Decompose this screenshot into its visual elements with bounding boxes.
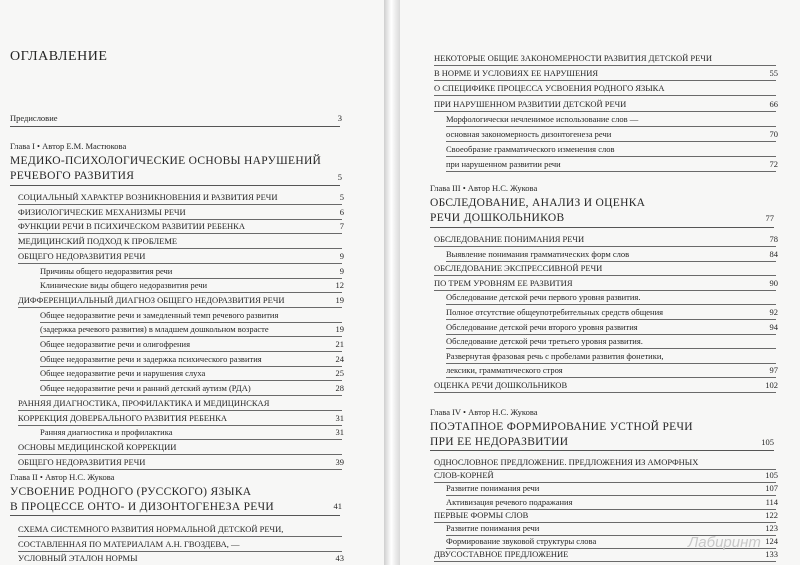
toc-entry-page: 19 <box>335 324 344 335</box>
chapter-3-title-line1: ОБСЛЕДОВАНИЕ, АНАЛИЗ И ОЦЕНКА <box>430 197 646 209</box>
chapter-4-title-line2: ПРИ ЕЕ НЕДОРАЗВИТИИ <box>430 436 569 448</box>
toc-entry-text: Активизация речевого подражания <box>446 496 573 507</box>
toc-entry-underline <box>40 351 342 352</box>
toc-entry-text: Формирование звуковой структуры слова <box>446 536 597 547</box>
toc-entry-text: Выявление понимания грамматических форм слов <box>446 248 630 259</box>
toc-entry-page: 43 <box>335 553 344 563</box>
toc-entry-text: ДИФФЕРЕНЦИАЛЬНЫЙ ДИАГНОЗ ОБЩЕГО НЕДОРАЗВИТИЯ РЕЧИ <box>18 294 285 305</box>
toc-entry-page: 102 <box>765 380 778 390</box>
toc-entry-page: 105 <box>765 470 778 481</box>
toc-entry-page: 124 <box>765 536 778 547</box>
toc-entry-page: 84 <box>769 248 778 259</box>
chapter-2-title-line1: УСВОЕНИЕ РОДНОГО (РУССКОГО) ЯЗЫКА <box>10 486 252 498</box>
chapter-2-title-page: 41 <box>333 501 342 511</box>
toc-entry-page: 31 <box>335 427 344 438</box>
toc-entry-text: ФИЗИОЛОГИЧЕСКИЕ МЕХАНИЗМЫ РЕЧИ <box>18 206 186 217</box>
toc-entry-page: 19 <box>335 294 344 305</box>
toc-entry-text: Развитие понимания речи <box>446 483 540 494</box>
toc-entry-page: 9 <box>339 265 344 276</box>
toc-entry-text: Обследование детской речи третьего уровня развития. <box>446 336 643 347</box>
toc-entry-text: Общее недоразвитие речи и нарушения слуха <box>40 368 206 379</box>
toc-entry-underline <box>18 219 342 220</box>
toc-entry-text: ОДНОСЛОВНОЕ ПРЕДЛОЖЕНИЕ. ПРЕДЛОЖЕНИЯ ИЗ АМОРФНЫХ <box>434 457 699 467</box>
toc-entry-underline <box>434 290 776 291</box>
chapter-2-title-line2: В ПРОЦЕССЕ ОНТО- И ДИЗОНТОГЕНЕЗА РЕЧИ <box>10 501 275 513</box>
toc-entry-underline <box>434 246 776 247</box>
toc-entry-page: 5 <box>339 192 344 202</box>
toc-entry-text: Ранняя диагностика и профилактика <box>40 427 173 438</box>
toc-entry-underline <box>434 561 776 562</box>
preface-entry: Предисловие <box>10 113 58 123</box>
toc-entry-underline <box>446 334 776 335</box>
toc-entry-underline <box>446 319 776 320</box>
toc-entry-text: Клинические виды общего недоразвития речи <box>40 280 208 291</box>
toc-entry-text: В НОРМЕ И УСЛОВИЯХ ЕЕ НАРУШЕНИЯ <box>434 68 599 79</box>
toc-entry-text: Морфологически нечленимое использование слов — <box>446 113 639 124</box>
toc-entry-text: ОСНОВЫ МЕДИЦИНСКОЙ КОРРЕКЦИИ <box>18 441 177 452</box>
toc-entry-text: (задержка речевого развития) в младшем дошкольном возрасте <box>40 324 269 335</box>
toc-entry-page: 12 <box>335 280 344 291</box>
watermark-logo: Лабиринт <box>688 534 761 551</box>
toc-entry-text: СЛОВ-КОРНЕЙ <box>434 470 494 481</box>
toc-entry-underline <box>446 363 776 364</box>
toc-entry-text: Общее недоразвитие речи и олигофрения <box>40 339 190 349</box>
toc-entry-text: при нарушенном развитии речи <box>446 159 561 170</box>
chapter-4-rule <box>430 450 774 451</box>
toc-entry-page: 25 <box>335 368 344 379</box>
toc-entry-text: Причины общего недоразвития речи <box>40 265 173 276</box>
toc-entry-page: 66 <box>769 98 778 109</box>
toc-entry-underline <box>446 377 776 378</box>
toc-entry-text: Развитие понимания речи <box>446 523 540 533</box>
toc-entry-text: ОБЩЕГО НЕДОРАЗВИТИЯ РЕЧИ <box>18 456 146 467</box>
toc-entry-text: ДВУСОСТАВНОЕ ПРЕДЛОЖЕНИЕ <box>434 549 569 560</box>
toc-entry-underline <box>18 410 342 411</box>
chapter-3-rule <box>430 227 774 228</box>
toc-entry-underline <box>18 469 342 470</box>
chapter-4-title-line1: ПОЭТАПНОЕ ФОРМИРОВАНИЕ УСТНОЙ РЕЧИ <box>430 421 693 433</box>
preface-rule <box>10 126 340 127</box>
toc-entry-underline <box>18 204 342 205</box>
toc-entry-text: лексики, грамматического строя <box>446 365 563 376</box>
toc-entry-text: ПРИ НАРУШЕННОМ РАЗВИТИИ ДЕТСКОЙ РЕЧИ <box>434 98 627 109</box>
toc-entry-page: 9 <box>339 250 344 261</box>
toc-entry-text: Своеобразие грамматического изменения слов <box>446 144 615 155</box>
toc-entry-page: 90 <box>769 277 778 288</box>
chapter-1-title-page: 5 <box>337 172 342 182</box>
toc-entry-text: основная закономерность дизонтогенеза речи <box>446 129 612 139</box>
toc-entry-text: РАННЯЯ ДИАГНОСТИКА, ПРОФИЛАКТИКА И МЕДИЦИНСКАЯ <box>18 397 270 408</box>
toc-entry-page: 123 <box>765 523 778 533</box>
toc-entry-underline <box>434 80 776 81</box>
toc-entry-underline <box>446 304 776 305</box>
toc-entry-page: 107 <box>765 483 778 494</box>
toc-entry-page: 122 <box>765 509 778 520</box>
toc-entry-page: 31 <box>335 412 344 423</box>
toc-entry-text: О СПЕЦИФИКЕ ПРОЦЕССА УСВОЕНИЯ РОДНОГО ЯЗЫКА <box>434 83 665 94</box>
toc-entry-text: ФУНКЦИИ РЕЧИ В ПСИХИЧЕСКОМ РАЗВИТИИ РЕБЕНКА <box>18 221 245 232</box>
chapter-1-rule <box>10 185 340 186</box>
left-page <box>0 0 384 565</box>
toc-title: ОГЛАВЛЕНИЕ <box>10 49 108 64</box>
toc-entry-text: КОРРЕКЦИЯ ДОВЕРБАЛЬНОГО РАЗВИТИЯ РЕБЕНКА <box>18 412 228 423</box>
toc-entry-underline <box>18 307 342 308</box>
chapter-2-rule <box>10 515 340 516</box>
toc-entry-underline <box>434 275 776 276</box>
toc-entry-underline <box>446 171 776 172</box>
chapter-4-title-page: 105 <box>761 437 774 447</box>
toc-entry-page: 55 <box>769 68 778 79</box>
toc-entry-underline <box>18 551 342 552</box>
toc-entry-page: 39 <box>335 456 344 467</box>
toc-entry-underline <box>40 278 342 279</box>
toc-entry-text: Полное отсутствие общеупотребительных средств общения <box>446 307 664 317</box>
chapter-2-head: Глава II • Автор Н.С. Жукова <box>10 472 115 482</box>
toc-entry-text: ПЕРВЫЕ ФОРМЫ СЛОВ <box>434 509 529 520</box>
toc-entry-text: ПО ТРЕМ УРОВНЯМ ЕЕ РАЗВИТИЯ <box>434 277 573 288</box>
toc-entry-page: 97 <box>769 365 778 376</box>
preface-page: 3 <box>337 113 342 123</box>
toc-entry-text: СОЦИАЛЬНЫЙ ХАРАКТЕР ВОЗНИКНОВЕНИЯ И РАЗВИТИЯ РЕЧИ <box>18 192 278 202</box>
chapter-1-title-line2: РЕЧЕВОГО РАЗВИТИЯ <box>10 170 135 182</box>
toc-entry-underline <box>434 111 776 112</box>
toc-entry-underline <box>40 395 342 396</box>
toc-entry-underline <box>40 336 342 337</box>
toc-entry-text: Обследование детской речи первого уровня развития. <box>446 292 641 303</box>
toc-entry-text: Обследование детской речи второго уровня развития <box>446 321 638 332</box>
toc-entry-text: МЕДИЦИНСКИЙ ПОДХОД К ПРОБЛЕМЕ <box>18 236 178 247</box>
toc-entry-text: СОСТАВЛЕННАЯ ПО МАТЕРИАЛАМ А.Н. ГВОЗДЕВА, — <box>18 538 240 549</box>
toc-entry-page: 133 <box>765 549 778 560</box>
chapter-4-head: Глава IV • Автор Н.С. Жукова <box>430 407 538 417</box>
toc-entry-underline <box>40 380 342 381</box>
right-page <box>400 0 800 565</box>
toc-entry-page: 114 <box>765 496 778 507</box>
toc-entry-underline <box>446 261 776 262</box>
toc-entry-underline <box>18 248 342 249</box>
toc-entry-page: 92 <box>769 307 778 317</box>
toc-entry-page: 72 <box>769 159 778 170</box>
toc-entry-page: 28 <box>335 383 344 394</box>
toc-entry-underline <box>18 233 342 234</box>
toc-entry-text: УСЛОВНЫЙ ЭТАЛОН НОРМЫ <box>18 553 138 563</box>
toc-entry-text: Общее недоразвитие речи и ранний детский аутизм (РДА) <box>40 383 251 394</box>
toc-entry-text: Общее недоразвитие речи и задержка психического развития <box>40 353 262 364</box>
book-spine <box>384 0 400 565</box>
toc-entry-underline <box>40 292 342 293</box>
chapter-3-title-page: 77 <box>765 213 774 223</box>
toc-entry-underline <box>40 366 342 367</box>
toc-entry-page: 94 <box>769 321 778 332</box>
toc-entry-underline <box>446 141 776 142</box>
toc-entry-underline <box>434 65 776 66</box>
toc-entry-underline <box>18 454 342 455</box>
chapter-1-head: Глава I • Автор Е.М. Мастюкова <box>10 141 127 151</box>
toc-entry-underline <box>18 263 342 264</box>
toc-entry-text: ОБСЛЕДОВАНИЕ ПОНИМАНИЯ РЕЧИ <box>434 234 585 244</box>
chapter-3-head: Глава III • Автор Н.С. Жукова <box>430 183 538 193</box>
toc-entry-underline <box>446 126 776 127</box>
toc-entry-page: 6 <box>339 206 344 217</box>
toc-entry-page: 21 <box>335 339 344 349</box>
toc-entry-underline <box>434 392 776 393</box>
chapter-1-title-line1: МЕДИКО-ПСИХОЛОГИЧЕСКИЕ ОСНОВЫ НАРУШЕНИЙ <box>10 155 322 167</box>
toc-entry-text: Развернутая фразовая речь с пробелами развития фонетики, <box>446 350 664 361</box>
toc-entry-text: Общее недоразвитие речи и замедленный темп речевого развития <box>40 309 279 320</box>
toc-entry-underline <box>446 348 776 349</box>
toc-entry-text: ОБЩЕГО НЕДОРАЗВИТИЯ РЕЧИ <box>18 250 146 261</box>
toc-entry-underline <box>434 95 776 96</box>
chapter-3-title-line2: РЕЧИ ДОШКОЛЬНИКОВ <box>430 212 565 224</box>
toc-entry-underline <box>18 425 342 426</box>
toc-entry-underline <box>40 322 342 323</box>
toc-entry-page: 78 <box>769 234 778 244</box>
toc-entry-page: 7 <box>339 221 344 232</box>
toc-entry-underline <box>446 156 776 157</box>
toc-entry-text: ОБСЛЕДОВАНИЕ ЭКСПРЕССИВНОЙ РЕЧИ <box>434 263 603 274</box>
toc-entry-text: НЕКОТОРЫЕ ОБЩИЕ ЗАКОНОМЕРНОСТИ РАЗВИТИЯ ДЕТСКОЙ РЕЧИ <box>434 53 712 63</box>
toc-entry-underline <box>40 439 342 440</box>
toc-entry-page: 24 <box>335 353 344 364</box>
toc-entry-page: 70 <box>769 129 778 139</box>
toc-entry-text: ОЦЕНКА РЕЧИ ДОШКОЛЬНИКОВ <box>434 380 568 390</box>
toc-entry-text: СХЕМА СИСТЕМНОГО РАЗВИТИЯ НОРМАЛЬНОЙ ДЕТСКОЙ РЕЧИ, <box>18 524 284 534</box>
toc-entry-underline <box>18 536 342 537</box>
